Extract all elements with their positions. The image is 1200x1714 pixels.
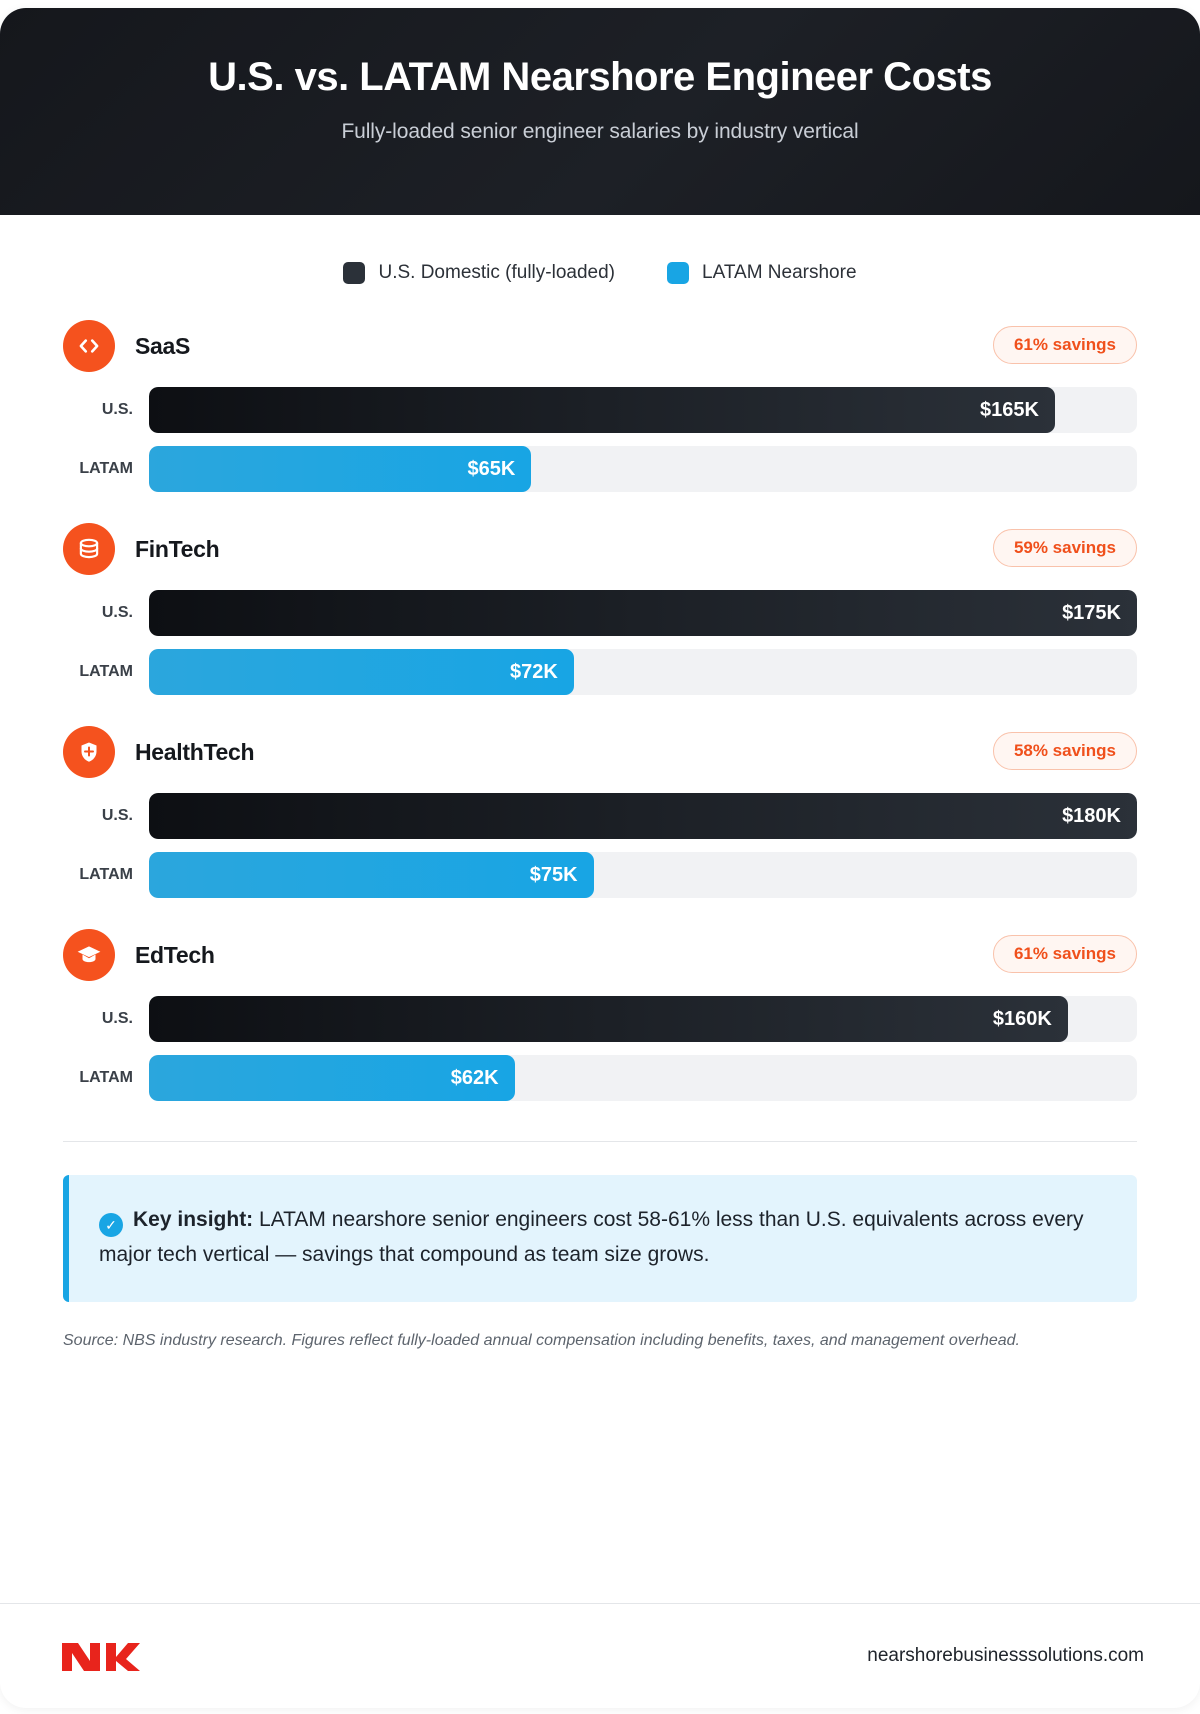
bar-label-us: U.S. xyxy=(101,401,133,418)
bar-label-latam: LATAM xyxy=(79,1069,133,1086)
section-divider xyxy=(63,1141,1137,1142)
bar-row-latam xyxy=(63,1055,1137,1101)
footer xyxy=(0,1604,1200,1708)
bar-fill-us xyxy=(149,590,1137,636)
group-header xyxy=(63,521,1137,577)
chart-group-fintech xyxy=(63,521,1137,695)
chart-group-edtech xyxy=(63,927,1137,1101)
shield-icon xyxy=(63,726,115,778)
bar-fill-latam xyxy=(149,1055,515,1101)
bar-label-us: U.S. xyxy=(101,807,133,824)
bar-fill-latam xyxy=(149,649,574,695)
group-header xyxy=(63,927,1137,983)
bar-label-latam: LATAM xyxy=(79,460,133,477)
bar-row-latam xyxy=(63,649,1137,695)
chart-group-healthtech xyxy=(63,724,1137,898)
savings-badge: 61% savings xyxy=(993,326,1137,364)
bar-fill-latam xyxy=(149,852,594,898)
brand-logo xyxy=(56,1631,144,1682)
header xyxy=(0,8,1200,215)
bar-row-latam xyxy=(63,852,1137,898)
bar-value-us: $180K xyxy=(1062,804,1121,827)
group-name: SaaS xyxy=(135,332,191,359)
savings-badge: 61% savings xyxy=(993,935,1137,973)
legend-swatch-us xyxy=(343,262,365,284)
bar-track-latam xyxy=(149,446,1137,492)
coins-icon xyxy=(63,523,115,575)
legend-label-latam: LATAM Nearshore xyxy=(702,262,857,283)
chart-legend xyxy=(0,262,1200,284)
graduation-cap-icon xyxy=(63,929,115,981)
bar-track-us xyxy=(149,996,1137,1042)
group-header xyxy=(63,318,1137,374)
key-insight-callout xyxy=(63,1175,1137,1302)
bar-value-us: $175K xyxy=(1062,601,1121,624)
legend-item-latam xyxy=(667,262,857,284)
bar-fill-us xyxy=(149,793,1137,839)
bar-value-latam: $65K xyxy=(467,457,516,480)
bar-track-us xyxy=(149,590,1137,636)
bar-value-us: $160K xyxy=(992,1007,1052,1030)
check-icon: ✓ xyxy=(99,1213,123,1237)
bar-track-latam xyxy=(149,1055,1137,1101)
bar-row-us xyxy=(63,590,1137,636)
legend-item-us xyxy=(343,262,615,284)
bar-fill-us xyxy=(149,996,1068,1042)
bar-label-latam: LATAM xyxy=(79,866,133,883)
bar-fill-us xyxy=(149,387,1055,433)
bar-value-us: $165K xyxy=(980,398,1039,421)
source-note: Source: NBS industry research. Figures reflect fully-loaded annual compensation including benefits, taxes, and management overhead. xyxy=(63,1332,1020,1350)
page-title: U.S. vs. LATAM Nearshore Engineer Costs xyxy=(208,55,992,99)
bar-label-us: U.S. xyxy=(101,604,133,621)
key-insight-label: Key insight: xyxy=(133,1208,254,1231)
bar-track-us xyxy=(149,793,1137,839)
chart-body xyxy=(0,318,1200,1101)
legend-swatch-latam xyxy=(667,262,689,284)
bar-row-us xyxy=(63,996,1137,1042)
savings-badge: 59% savings xyxy=(993,529,1137,567)
savings-badge: 58% savings xyxy=(993,732,1137,770)
group-name: HealthTech xyxy=(135,738,255,765)
key-insight-body: LATAM nearshore senior engineers cost 58-61% less than U.S. equivalents across every major tech vertical — savings that compound as team size grows. xyxy=(99,1208,1084,1266)
group-name: EdTech xyxy=(135,941,215,968)
bar-value-latam: $62K xyxy=(450,1066,499,1089)
bar-label-us: U.S. xyxy=(101,1010,133,1027)
bar-value-latam: $75K xyxy=(529,863,578,886)
bar-track-us xyxy=(149,387,1137,433)
bar-row-latam xyxy=(63,446,1137,492)
code-icon xyxy=(63,320,115,372)
legend-label-us: U.S. Domestic (fully-loaded) xyxy=(378,262,615,283)
website-url: nearshorebusinesssolutions.com xyxy=(867,1645,1144,1666)
page-subtitle: Fully-loaded senior engineer salaries by industry vertical xyxy=(341,120,859,143)
bar-track-latam xyxy=(149,852,1137,898)
group-header xyxy=(63,724,1137,780)
bar-value-latam: $72K xyxy=(510,660,558,683)
chart-group-saas xyxy=(63,318,1137,492)
bar-row-us xyxy=(63,793,1137,839)
key-insight-text xyxy=(99,1203,1103,1272)
group-name: FinTech xyxy=(135,535,220,562)
bar-fill-latam xyxy=(149,446,531,492)
bar-track-latam xyxy=(149,649,1137,695)
bar-label-latam: LATAM xyxy=(79,663,133,680)
bar-row-us xyxy=(63,387,1137,433)
infographic-card xyxy=(0,8,1200,1708)
